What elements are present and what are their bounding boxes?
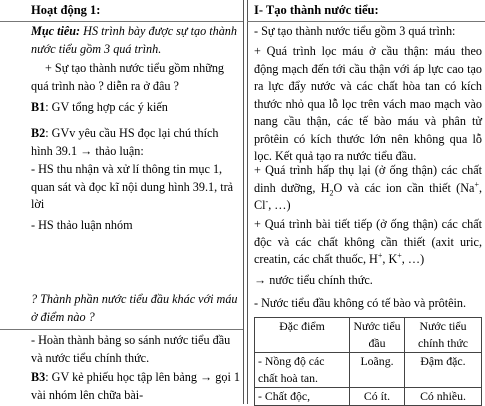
- table-row: [255, 353, 482, 388]
- header-rule-left: [0, 21, 243, 22]
- question-processes: + Sự tạo thành nước tiểu gồm những quá trình nào ? diễn ra ở đâu ?: [31, 61, 225, 93]
- table-cell: Loãng.: [350, 353, 405, 388]
- hs-receive-info: - HS thu nhận và xử lí thông tin mục 1, quan sát và đọc kĩ nội dung hình 39.1, trả lời: [31, 162, 234, 211]
- reabsorb-text-4: , …): [268, 198, 291, 212]
- activity-heading: Hoạt động 1:: [31, 3, 101, 17]
- left-separator: [0, 329, 243, 330]
- secrete-text-1: + Quá trình bài tiết tiếp (ở ống thận) các chất độc và các chất không cần thiết (axit uric, creatin, các chất thuốc, H: [254, 217, 482, 266]
- reabsorb-sup-2: -: [265, 196, 269, 206]
- table-header-row: [255, 318, 482, 353]
- hs-discuss: - HS thảo luận nhóm: [31, 218, 133, 232]
- table-cell: - Nồng độ các chất hoà tan.: [255, 353, 350, 388]
- table-header-cell: Nước tiểu đầu: [350, 318, 405, 353]
- column-divider-right: [247, 0, 248, 404]
- step-b2: [31, 125, 243, 160]
- comparison-table: [254, 317, 482, 406]
- table-cell: Có ít.: [350, 388, 405, 406]
- reabsorption-paragraph: [254, 162, 482, 215]
- secrete-sup-1: +: [377, 250, 383, 260]
- complete-comparison: - Hoàn thành bảng so sánh nước tiểu đầu và nước tiểu chính thức.: [31, 333, 231, 365]
- reabsorb-text-2: O và các ion cần thiết (Na: [333, 180, 475, 195]
- note-line: - Nước tiểu đầu không có tế bào và prôtêin.: [254, 296, 467, 310]
- step-b2-text: : GVv yêu cầu HS đọc lại chú thích hình 39.1 → thảo luận:: [31, 126, 219, 158]
- table-row: [255, 388, 482, 406]
- reabsorb-sup-1: +: [474, 179, 479, 189]
- secrete-text-3: , …): [401, 252, 425, 266]
- intro-line: - Sự tạo thành nước tiểu gồm 3 quá trình:: [254, 24, 456, 38]
- header-rule-right: [247, 21, 485, 22]
- column-divider-left: [243, 0, 244, 404]
- step-b2-label: B2: [31, 126, 46, 140]
- table-cell: Đậm đặc.: [405, 353, 482, 388]
- step-b3-text: : GV kẻ phiếu học tập lên bảng → gọi 1 vài nhóm lên chữa bài-: [31, 370, 240, 402]
- secretion-paragraph: [254, 216, 482, 269]
- secrete-text-2: , K: [382, 252, 398, 266]
- table-cell: - Chất độc,: [255, 388, 350, 406]
- reabsorb-sub: 2: [329, 187, 334, 197]
- reabsorb-text-3: , Cl: [254, 180, 482, 212]
- step-b3-label: B3: [31, 370, 46, 384]
- reabsorb-text-1: + Quá trình hấp thụ lại (ở ống thận) các chất dinh dưỡng, H: [254, 163, 482, 195]
- result-line: → nước tiểu chính thức.: [254, 273, 373, 287]
- objective-paragraph: [31, 23, 243, 58]
- step-b1: [31, 99, 243, 117]
- table-header-cell: Nước tiểu chính thức: [405, 318, 482, 353]
- step-b3: [31, 369, 243, 404]
- step-b1-text: : GV tổng hợp các ý kiến: [45, 100, 168, 114]
- question-composition: ? Thành phần nước tiểu đầu khác với máu ở điểm nào ?: [31, 292, 238, 324]
- filtration-paragraph: + Quá trình lọc máu ở cầu thận: máu theo động mạch đến tới cầu thận với áp lực cao tạo ra lực đẩy nước và các chất hòa tan có kích thước nhỏ qua lỗ lọc trên vách mao mạch vào nang cầu thận, các tế bào máu và phân tử prôtêin có kích thước lớn nên không qua lỗ lọc. Kết quả tạo ra nước tiểu đầu.: [254, 44, 482, 163]
- objective-label: Mục tiêu:: [31, 24, 81, 38]
- section-heading: I- Tạo thành nước tiểu:: [254, 3, 379, 17]
- secrete-sup-2: +: [397, 250, 402, 260]
- step-b1-label: B1: [31, 100, 46, 114]
- table-cell: Có nhiều.: [405, 388, 482, 406]
- objective-text: HS trình bày được sự tạo thành nước tiểu gồm 3 quá trình.: [31, 24, 237, 56]
- table-header-cell: Đặc điểm: [255, 318, 350, 353]
